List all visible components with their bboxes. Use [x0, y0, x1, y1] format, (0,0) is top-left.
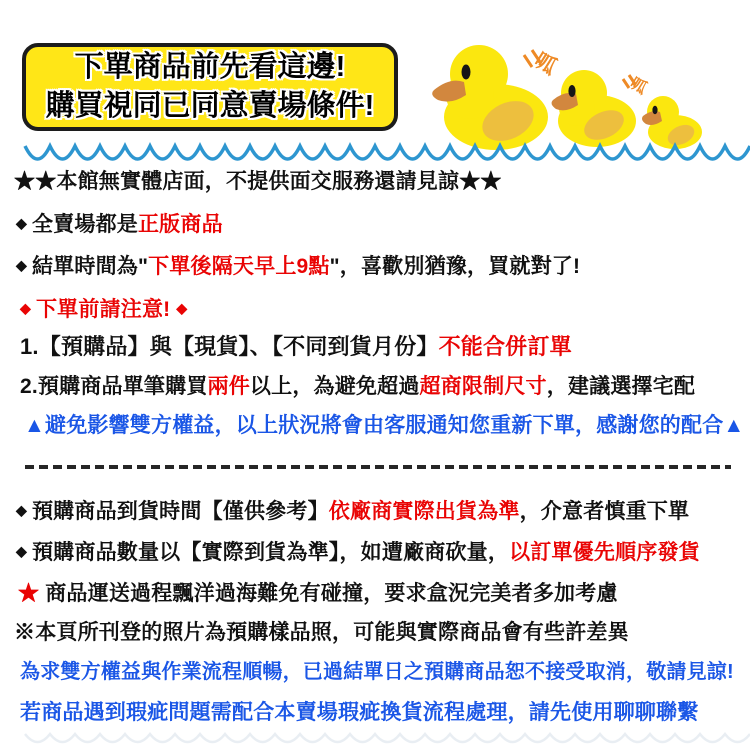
notice-line-3	[16, 252, 580, 280]
notice-line-1	[14, 168, 502, 195]
notice-line-9	[16, 538, 700, 566]
notice-segment: ◆	[16, 502, 27, 518]
notice-line-5	[20, 333, 572, 360]
notice-segment: 預購商品數量以【實際到貨為準】，如遭廠商砍量，	[31, 541, 510, 564]
notice-line-4	[20, 295, 192, 323]
banner-line-2: 購買視同已同意賣場條件!	[45, 90, 375, 122]
notice-segment: 以訂單優先順序發貨	[509, 541, 700, 564]
notice-line-7	[24, 412, 744, 439]
notice-segment: 1.【預購品】與【現貨】、【不同到貨月份】	[20, 334, 439, 359]
notice-segment: 為求雙方權益與作業流程順暢，已過結單日之預購商品恕不接受取消，敬請見諒!	[20, 661, 734, 683]
notice-segment: 避免影響雙方權益，以上狀況將會由客服通知您重新下單，感謝您的配合	[45, 414, 724, 437]
notice-line-6	[20, 373, 695, 400]
notice-segment: "，喜歡別猶豫，買就對了!	[329, 255, 581, 278]
notice-segment: 不能合併訂單	[438, 334, 572, 359]
notice-segment: 結單時間為"	[31, 255, 149, 278]
quack-2-text: 呱	[626, 74, 650, 98]
notice-segment: ◆	[176, 300, 188, 316]
notice-segment: ★	[18, 582, 46, 605]
notice-segment: ◆	[16, 543, 27, 559]
quack-1-text: 呱	[530, 48, 561, 80]
notice-segment: ◆	[20, 300, 31, 316]
notice-segment: 正版商品	[137, 213, 223, 236]
notice-segment: 下單後隔天早上9點	[148, 255, 330, 278]
notice-segment: 全賣場都是	[31, 213, 138, 236]
notice-segment: 依廠商實際出貨為準	[328, 500, 520, 523]
notice-segment: 兩件	[207, 375, 250, 398]
notice-line-12	[20, 659, 734, 686]
notice-segment: 若商品遇到瑕疵問題需配合本賣場瑕疵換貨流程處理，請先使用聊聊聯繫	[20, 701, 699, 724]
notice-segment: 以上，為避免超過	[249, 375, 420, 398]
bottom-wave-path	[25, 734, 750, 742]
banner-line-1: 下單商品前先看這邊!	[74, 51, 346, 83]
dashed-divider	[25, 465, 731, 469]
notice-segment: ，建議選擇宅配	[546, 375, 696, 398]
notice-segment: 2.預購商品單筆購買	[20, 375, 208, 398]
notice-segment: 商品運送過程飄洋過海難免有碰撞，要求盒況完美者多加考慮	[45, 582, 618, 605]
notice-segment: ，介意者慎重下單	[519, 500, 690, 523]
notice-segment: ◆	[16, 215, 27, 231]
notice-segment: 預購商品到貨時間【僅供參考】	[31, 500, 329, 523]
notice-line-8	[16, 497, 689, 525]
notice-segment: 下單前請注意!	[35, 298, 177, 321]
notice-line-11	[14, 619, 629, 646]
notice-segment: ※本頁所刊登的照片為預購樣品照，可能與實際商品會有些許差異	[14, 621, 629, 644]
notice-line-10	[18, 580, 618, 607]
notice-segment: ▲	[24, 414, 45, 437]
announcement-banner	[22, 43, 398, 131]
notice-segment: ★★本館無實體店面，不提供面交服務還請見諒★★	[14, 170, 502, 193]
notice-line-13	[20, 699, 698, 726]
notice-segment: ▲	[723, 414, 745, 437]
notice-segment: 超商限制尺寸	[419, 375, 547, 398]
notice-line-2	[16, 210, 223, 238]
notice-segment: ◆	[16, 257, 27, 273]
bottom-wave-faint	[0, 726, 750, 750]
water-wave	[25, 146, 750, 159]
